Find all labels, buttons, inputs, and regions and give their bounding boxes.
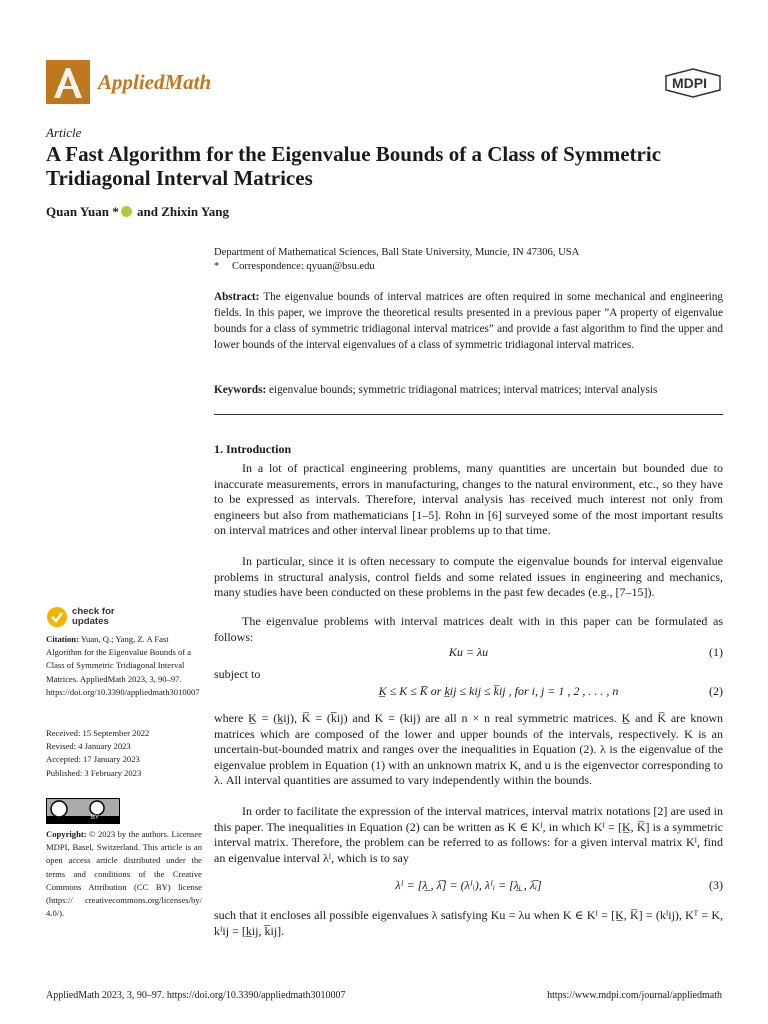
journal-name: AppliedMath <box>98 70 212 94</box>
intro-paragraph-3: The eigenvalue problems with interval matrices dealt with in this paper can be formulated as follows: <box>214 614 723 644</box>
copyright-text: © 2023 by the authors. Licensee MDPI, Basel, Switzerland. This article is an open access article distributed under the terms and conditions of the Creative Commons Attribution (CC BY) license (https:// creativecommons.org/licenses/by/ 4.0/). <box>46 829 202 919</box>
intro-paragraph-6: such that it encloses all possible eigenvalues λ satisfying Ku = λu when K ∈ Kᴵ = [K̲, K̅] = (kᴵij), Kᵀ = K, kᴵij = [k̲ij, k̅ij]. <box>214 908 723 938</box>
section-heading: 1. Introduction <box>214 442 292 456</box>
equation-3-number: (3) <box>709 878 723 892</box>
journal-logo <box>46 60 90 104</box>
divider <box>214 414 723 415</box>
abstract <box>214 289 723 353</box>
revised-date: Revised: 4 January 2023 <box>46 741 131 752</box>
accepted-date: Accepted: 17 January 2023 <box>46 754 140 765</box>
orcid-icon[interactable] <box>121 206 132 217</box>
cc-label: BY <box>91 815 100 821</box>
subject-to: subject to <box>214 667 261 681</box>
published-date: Published: 3 February 2023 <box>46 767 142 778</box>
author-2[interactable]: and Zhixin Yang <box>133 204 230 219</box>
check-updates-icon <box>46 605 68 629</box>
footer-url[interactable]: https://www.mdpi.com/journal/appliedmath <box>547 990 722 1001</box>
intro-paragraph-1: In a lot of practical engineering problems, many quantities are uncertain but bounded due to inaccurate measurements, errors in manufacturing, changes to the natural environment, etc., so they have to be expressed as intervals. Therefore, interval analysis has received much interest not only from engineers but also from mathematicians [1–5]. Rohn in [6] surveyed some of the most important results on interval matrices and other interval linear problems up to that time. <box>214 461 723 538</box>
cc-icon <box>47 799 119 823</box>
correspondence-email[interactable]: Correspondence: qyuan@bsu.edu <box>232 261 375 272</box>
dates-block <box>46 727 202 780</box>
affiliation-block <box>214 246 724 274</box>
equation-2 <box>214 684 723 700</box>
article-type: Article <box>46 125 82 140</box>
correspondence: * Correspondence: qyuan@bsu.edu <box>214 261 375 272</box>
article-title: A Fast Algorithm for the Eigenvalue Bounds of a Class of Symmetric Tridiagonal Interval Matrices <box>46 142 662 190</box>
citation-text: Yuan, Q.; Yang, Z. A Fast Algorithm for the Eigenvalue Bounds of a Class of Symmetric Tridiagonal Interval Matrices. AppliedMath 2023, 3, 90–97. https://doi.org/10.3390/appliedmath3010007 <box>46 634 200 697</box>
check-for-updates[interactable] <box>46 605 206 633</box>
citation-label: Citation: <box>46 634 79 644</box>
intro-paragraph-5: In order to facilitate the expression of the interval matrices, interval matrix notations [2] are used in this paper. The inequalities in Equation (2) can be written as K ∈ Kᴵ, in which Kᴵ = [K̲, K̅] is a symmetric interval matrix. Therefore, the problem can be referred to as follows: for a given interval matrix Kᴵ, find an eigenvalue interval λᴵ, which is to say <box>214 804 723 865</box>
mdpi-logo <box>664 68 722 98</box>
equation-3-body: λᴵ = [λ̲ , λ̅] = (λᴵᵢ), λᴵᵢ = [λ̲ᵢ , λ̅ᵢ] <box>395 878 542 892</box>
copyright-label: Copyright: <box>46 829 87 839</box>
keywords-text: eigenvalue bounds; symmetric tridiagonal matrices; interval matrices; interval analysis <box>269 384 658 396</box>
intro-paragraph-4: where K̲ = (k̲ij), K̅ = (k̅ij) and K = (kij) are all n × n real symmetric matrices. K̲ and K̅ are known matrices which are composed of the lower and upper bounds of the intervals, respectively. K is an uncertain-but-bounded matrix and ranges over the inequalities in Equation (2). λ is the eigenvalue of the eigenvalue problem in Equation (1) with an unknown matrix K, and u is the eigenvector corresponding to λ. All interval quantities are assumed to vary independently within the bounds. <box>214 711 723 788</box>
cc-by-badge[interactable] <box>46 798 120 824</box>
intro-paragraph-2: In particular, since it is often necessary to compute the eigenvalue bounds for interval eigenvalue problems in structural analysis, control fields and some related issues in engineering and mechanics, many studies have been conducted on these problems in the past few decades (e.g., [7–15]). <box>214 554 723 600</box>
author-1[interactable]: Quan Yuan * <box>46 204 119 219</box>
abstract-label: Abstract: <box>214 291 260 303</box>
equation-1-number: (1) <box>709 645 723 659</box>
footer-citation[interactable]: AppliedMath 2023, 3, 90–97. https://doi.org/10.3390/appliedmath3010007 <box>46 990 346 1001</box>
citation-block <box>46 633 202 699</box>
keywords <box>214 382 723 398</box>
equation-1-body: Ku = λu <box>448 645 489 659</box>
abstract-text: The eigenvalue bounds of interval matrices are often required in some mechanical and engineering fields. In this paper, we improve the theoretical results presented in a previous paper ”A property of eigenvalue bounds for a class of symmetric tridiagonal interval matrices” and provide a fast algorithm to find the upper and lower bounds of the interval eigenvalues of a class of symmetric tridiagonal interval matrices. <box>214 291 723 351</box>
received-date: Received: 15 September 2022 <box>46 728 150 738</box>
check-updates-label[interactable]: check for updates <box>72 606 115 627</box>
equation-3 <box>214 878 723 894</box>
equation-1 <box>214 645 723 661</box>
equation-2-body: K̲ ≤ K ≤ K̅ or k̲ij ≤ kij ≤ k̅ij , for i, j = 1 , 2 , . . . , n <box>378 684 619 698</box>
copyright-block <box>46 828 202 920</box>
equation-2-number: (2) <box>709 684 723 698</box>
authors <box>46 204 229 220</box>
affiliation: Department of Mathematical Sciences, Ball State University, Muncie, IN 47306, USA <box>214 247 580 258</box>
publisher-name: MDPI <box>672 75 707 91</box>
keywords-label: Keywords: <box>214 384 267 396</box>
